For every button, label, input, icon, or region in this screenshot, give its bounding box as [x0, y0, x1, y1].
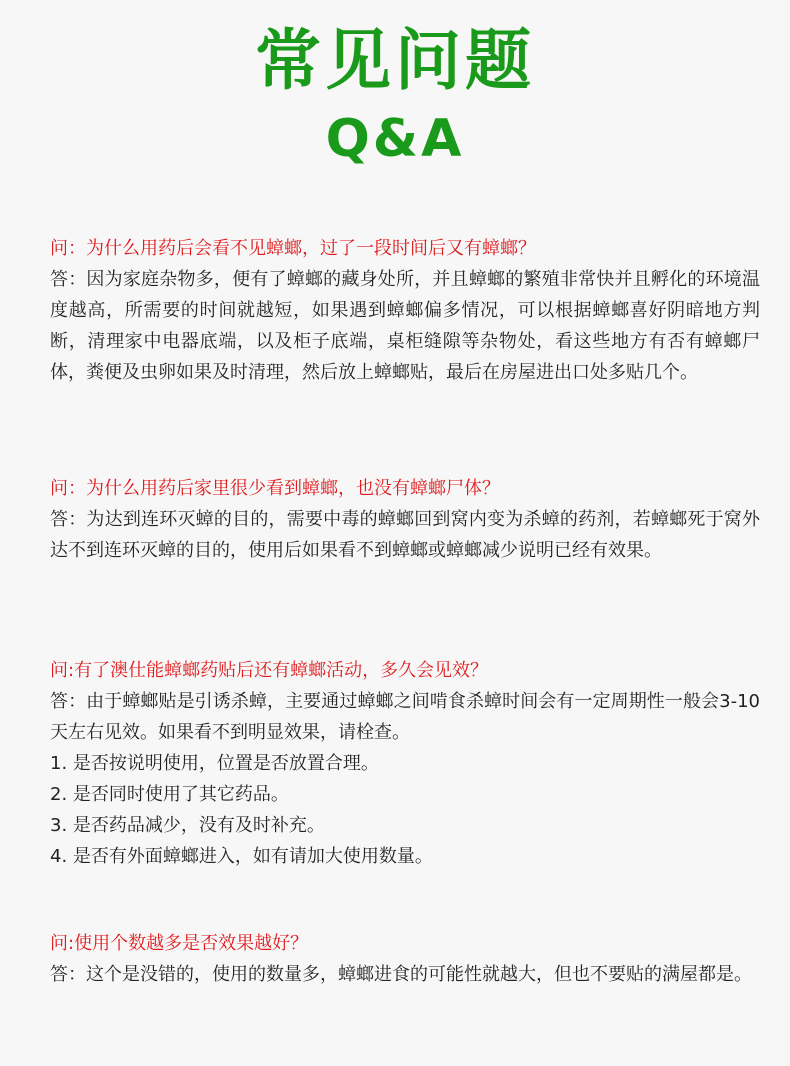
qa-item-3: [50, 655, 760, 872]
page-subtitle: Q&A: [325, 109, 465, 169]
answer-4: 答：这个是没错的，使用的数量多，蟑螂进食的可能性就越大，但也不要贴的满屋都是。: [50, 964, 752, 985]
answer-2: 答：为达到连环灭蟑的目的，需要中毒的蟑螂回到窝内变为杀蟑的药剂，若蟑螂死于窝外达不到连环灭蟑的目的，使用后如果看不到蟑螂或蟑螂减少说明已经有效果。: [50, 509, 760, 561]
answer-3: 答：由于蟑螂贴是引诱杀蟑，主要通过蟑螂之间啃食杀蟑时间会有一定周期性一般会3-10天左右见效。如果看不到明显效果，请栓查。: [50, 691, 760, 743]
checklist-item-4: 4. 是否有外面蟑螂进入，如有请加大使用数量。: [50, 846, 433, 867]
qa-item-2: [50, 473, 760, 566]
checklist-item-1: 1. 是否按说明使用，位置是否放置合理。: [50, 753, 379, 774]
answer-1: 答：因为家庭杂物多，便有了蟑螂的藏身处所，并且蟑螂的繁殖非常快并且孵化的环境温度越高，所需要的时间就越短，如果遇到蟑螂偏多情况，可以根据蟑螂喜好阴暗地方判断，清理家中电器底端，以及柜子底端，桌柜缝隙等杂物处，看这些地方有否有蟑螂尸体，粪便及虫卵如果及时清理，然后放上蟑螂贴，最后在房屋进出口处多贴几个。: [50, 269, 760, 383]
question-4: 问:使用个数越多是否效果越好？: [50, 933, 309, 954]
qa-item-4: [50, 928, 760, 990]
checklist-item-2: 2. 是否同时使用了其它药品。: [50, 784, 289, 805]
question-2: 问：为什么用药后家里很少看到蟑螂，也没有蟑螂尸体？: [50, 478, 500, 499]
page-title: 常见问题: [255, 22, 535, 99]
question-1: 问：为什么用药后会看不见蟑螂，过了一段时间后又有蟑螂？: [50, 238, 536, 259]
checklist-item-3: 3. 是否药品减少，没有及时补充。: [50, 815, 325, 836]
qa-item-1: [50, 233, 760, 388]
page-header: [0, 20, 790, 172]
question-3: 问:有了澳仕能蟑螂药贴后还有蟑螂活动，多久会见效？: [50, 660, 489, 681]
